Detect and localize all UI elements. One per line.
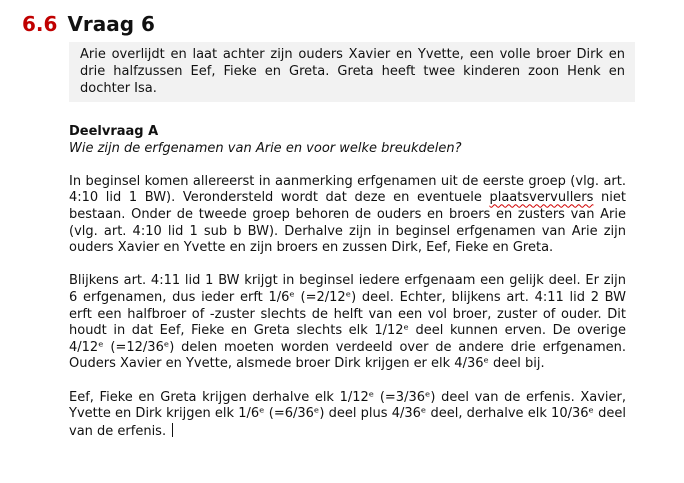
intro-box: Arie overlijdt en laat achter zijn ouders Xavier en Yvette, een volle broer Dirk en drie halfzussen Eef, Fieke en Greta. Greta heeft twee kinderen zoon Henk en dochter Isa. <box>69 42 635 102</box>
paragraph-1-end: niet bestaan. Onder de tweede groep behoren de ouders en broers en zusters van Arie (vlg. art. 4:10 lid 1 sub b BW). Derhalve zijn in beginsel erfgenamen van Arie zijn ouders Xavier en Yvette en zijn broers en zussen Dirk, Eef, Fieke en Greta. <box>69 190 626 256</box>
section-heading <box>22 11 155 37</box>
paragraph-1-start: In beginsel komen allereerst in aanmerking erfgenamen uit de eerste groep (vlg. art. 4:10 lid 1 BW). Verondersteld wordt dat deze en eventuele <box>69 173 626 206</box>
subquestion-text: Wie zijn de erfgenamen van Arie en voor welke breukdelen? <box>69 140 462 156</box>
paragraph-3-text: Eef, Fieke en Greta krijgen derhalve elk 1/12ᵉ (=3/36ᵉ) deel van de erfenis. Xavier, Yvette en Dirk krijgen elk 1/6ᵉ (=6/36ᵉ) deel plus 4/36ᵉ deel, derhalve elk 10/36ᵉ deel van de erfenis. <box>69 389 626 439</box>
paragraph-1 <box>69 174 626 257</box>
paragraph-2: Blijkens art. 4:11 lid 1 BW krijgt in beginsel iedere erfgenaam een gelijk deel. Er zijn 6 erfgenamen, dus ieder erft 1/6ᵉ (=2/12ᵉ) deel. Echter, blijkens art. 4:11 lid 2 BW erft een halfbroer of -zuster slechts de helft van een vol broer, zuster of ouder. Dit houdt in dat Eef, Fieke en Greta slechts elk 1/12ᵉ deel kunnen erven. De overige 4/12ᵉ (=12/36ᵉ) delen moeten worden verdeeld over de andere drie erfgenamen. Ouders Xavier en Yvette, alsmede broer Dirk krijgen er elk 4/36ᵉ deel bij. <box>69 273 626 372</box>
text-cursor <box>172 423 173 437</box>
subquestion-label: Deelvraag A <box>69 124 159 139</box>
answer-body[interactable] <box>69 124 626 440</box>
section-title: Vraag 6 <box>67 12 155 36</box>
section-number: 6.6 <box>22 12 58 36</box>
paragraph-3 <box>69 390 626 441</box>
spellcheck-flagged-word[interactable]: plaatsvervullers <box>489 190 594 206</box>
